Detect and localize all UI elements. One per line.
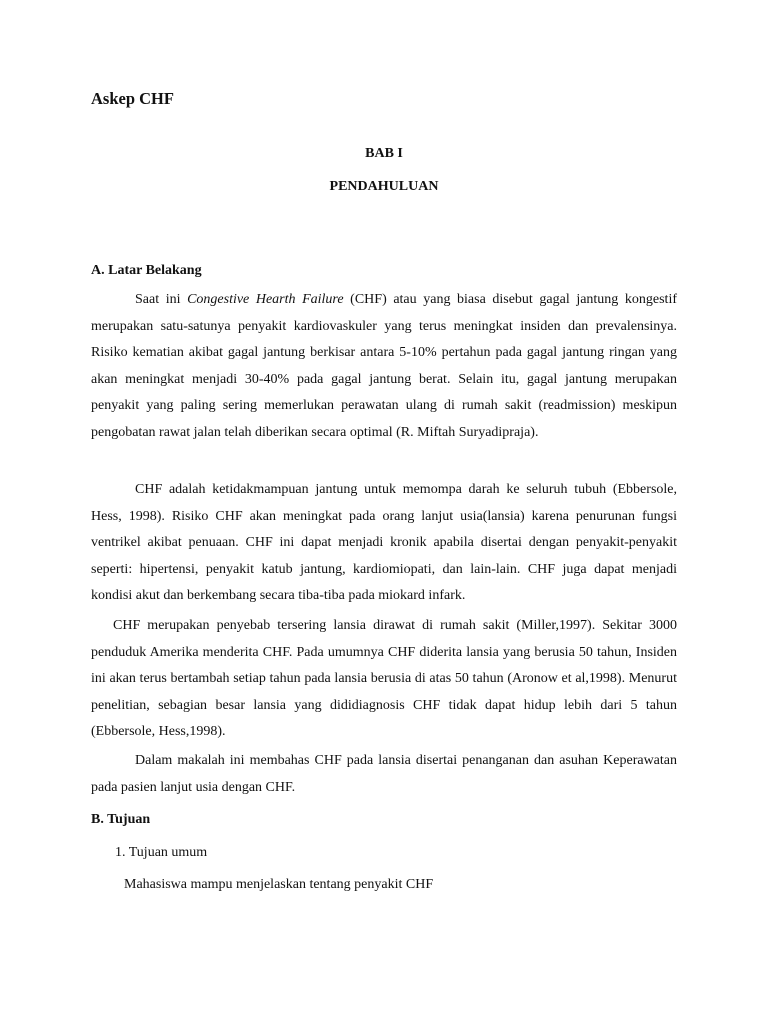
paragraph-1-rest: (CHF) atau yang biasa disebut gagal jantung kongestif merupakan satu-satunya penyakit kardiovaskuler yang terus meningkat insiden dan prevalensinya. Risiko kematian akibat gagal jantung berkisar antara 5-10% pertahun pada gagal jantung ringan yang akan meningkat menjadi 30-40% pada gagal jantung berat. Selain itu, gagal jantung merupakan penyakit yang paling sering memerlukan perawatan ulang di rumah sakit (readmission) meskipun pengobatan rawat jalan telah diberikan secara optimal (R. Miftah Suryadipraja).	[91, 292, 678, 440]
paragraph-1	[91, 287, 677, 447]
section-b-heading: B. Tujuan	[91, 812, 151, 827]
section-a-heading: A. Latar Belakang	[91, 263, 202, 278]
chapter-number: BAB I	[365, 146, 403, 161]
chapter-title: PENDAHULUAN	[329, 179, 439, 194]
document-title: Askep CHF	[91, 89, 174, 108]
paragraph-2: CHF adalah ketidakmampuan jantung untuk memompa darah ke seluruh tubuh (Ebbersole, Hess, 1998). Risiko CHF akan meningkat pada orang lanjut usia(lansia) karena penurunan fungsi ventrikel akibat penuaan. CHF ini dapat menjadi kronik apabila disertai dengan penyakit-penyakit seperti: hipertensi, penyakit katub jantung, kardiomiopati, dan lain-lain. CHF juga dapat menjadi kondisi akut dan berkembang secara tiba-tiba pada miokard infark.	[91, 482, 677, 604]
list-item-1-text: Mahasiswa mampu menjelaskan tentang penyakit CHF	[124, 877, 434, 892]
paragraph-1-lead: Saat ini	[135, 292, 188, 307]
paragraph-1-term: Congestive Hearth Failure	[187, 292, 344, 307]
list-item-1: 1. Tujuan umum	[115, 845, 208, 860]
paragraph-4: Dalam makalah ini membahas CHF pada lansia disertai penanganan dan asuhan Keperawatan pada pasien lanjut usia dengan CHF.	[91, 753, 677, 795]
paragraph-3: CHF merupakan penyebab tersering lansia dirawat di rumah sakit (Miller,1997). Sekitar 3000 penduduk Amerika menderita CHF. Pada umumnya CHF diderita lansia yang berusia 50 tahun, Insiden ini akan terus bertambah setiap tahun pada lansia berusia di atas 50 tahun (Aronow et al,1998). Menurut penelitian, sebagian besar lansia yang dididiagnosis CHF tidak dapat hidup lebih dari 5 tahun (Ebbersole, Hess,1998).	[91, 618, 677, 740]
